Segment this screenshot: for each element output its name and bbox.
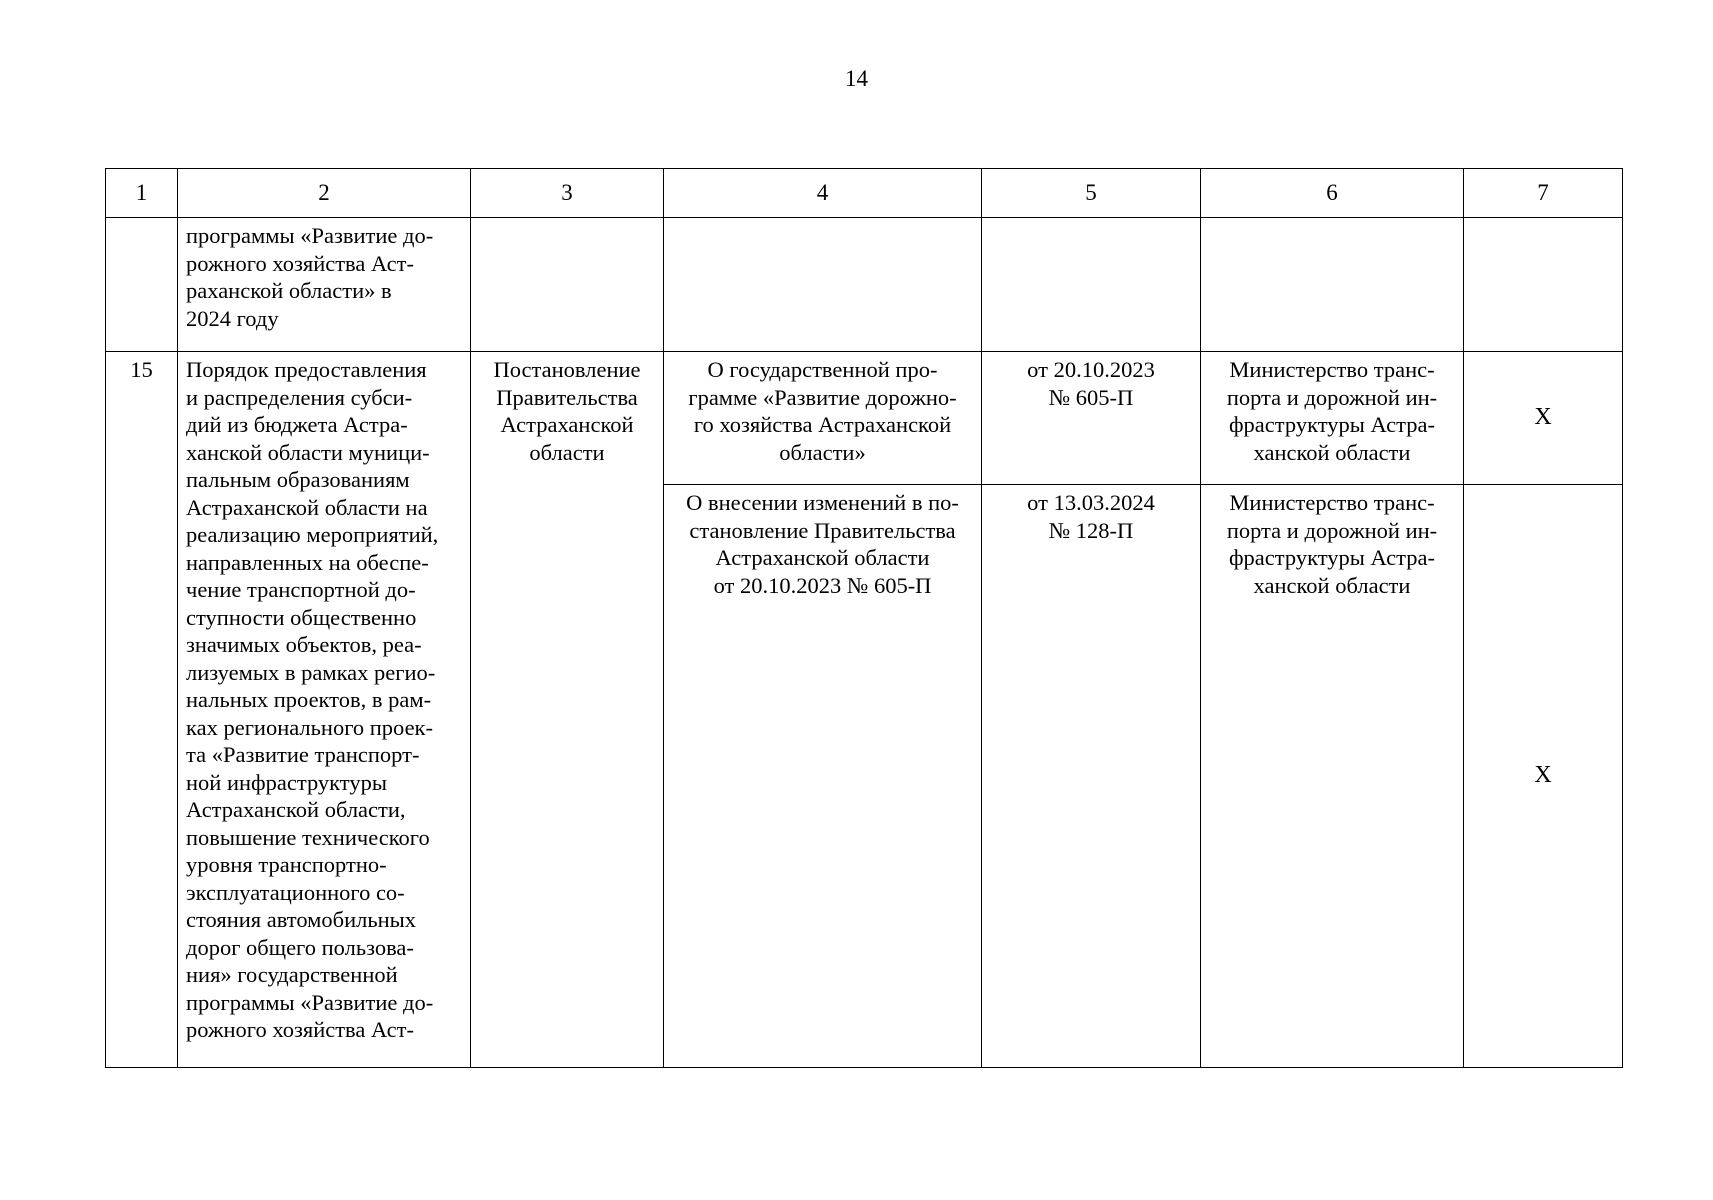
continuation-description: программы «Развитие до- рожного хозяйства Аст- раханской области» в 2024 году bbox=[186, 223, 434, 331]
continuation-cell-4 bbox=[664, 218, 982, 352]
act-1-mark-cell bbox=[1464, 352, 1623, 485]
header-col-3: 3 bbox=[471, 169, 664, 218]
header-col-2: 2 bbox=[178, 169, 471, 218]
act-1-title-cell bbox=[664, 352, 982, 485]
act-2-authority: Министерство транс- порта и дорожной ин- фраструктуры Астра- ханской области bbox=[1226, 490, 1438, 598]
act-2-date-cell bbox=[982, 485, 1201, 1068]
act-2-authority-cell bbox=[1201, 485, 1464, 1068]
act-2-title-cell bbox=[664, 485, 982, 1068]
row-description: Порядок предоставления и распределения субси- дий из бюджета Астра- ханской области муници- пальным образованиям Астраханской области на реализацию мероприятий, направленных на обеспе- чение транспортной до- ступности общественно значимых объектов, реа- лизуемых в рамках регио- нальных проектов, в рам- ках регионального проек- та «Развитие транспорт- ной инфраструктуры Астраханской области, повышение технического уровня транспортно- эксплуатационного со- стояния автомобильных дорог общего пользова- ния» государственной программы «Развитие до- рожного хозяйства Аст- bbox=[186, 357, 439, 1042]
act-1-authority-cell bbox=[1201, 352, 1464, 485]
header-col-6: 6 bbox=[1201, 169, 1464, 218]
acts-table bbox=[105, 168, 1623, 1068]
continuation-description-cell bbox=[178, 218, 471, 352]
continuation-row bbox=[106, 218, 1623, 352]
header-row bbox=[106, 169, 1623, 218]
act-2-date-number: от 13.03.2024 № 128-П bbox=[1027, 490, 1155, 543]
continuation-cell-3 bbox=[471, 218, 664, 352]
act-1-date-cell bbox=[982, 352, 1201, 485]
page-number: 14 bbox=[845, 66, 868, 91]
act-2-mark: X bbox=[1534, 762, 1552, 789]
header-col-4: 4 bbox=[664, 169, 982, 218]
continuation-cell-5 bbox=[982, 218, 1201, 352]
act-1-authority: Министерство транс- порта и дорожной ин- фраструктуры Астра- ханской области bbox=[1226, 357, 1438, 465]
row-number-cell bbox=[106, 352, 178, 1068]
row-15-act-1 bbox=[106, 352, 1623, 485]
act-2-title: О внесении изменений в по- становление Правительства Астраханской области от 20.10.2023 № 605-П bbox=[686, 490, 959, 598]
header-col-1: 1 bbox=[106, 169, 178, 218]
doc-type-cell bbox=[471, 352, 664, 1068]
act-1-mark: X bbox=[1534, 404, 1552, 431]
continuation-num-cell bbox=[106, 218, 178, 352]
row-number: 15 bbox=[130, 357, 153, 382]
doc-type: Постановление Правительства Астраханской области bbox=[493, 357, 641, 465]
act-1-title: О государственной про- грамме «Развитие дорожно- го хозяйства Астраханской области» bbox=[688, 357, 957, 465]
act-1-date-number: от 20.10.2023 № 605-П bbox=[1027, 357, 1155, 410]
description-cell bbox=[178, 352, 471, 1068]
header-col-5: 5 bbox=[982, 169, 1201, 218]
header-col-7: 7 bbox=[1464, 169, 1623, 218]
act-2-mark-cell bbox=[1464, 485, 1623, 1068]
continuation-cell-7 bbox=[1464, 218, 1623, 352]
continuation-cell-6 bbox=[1201, 218, 1464, 352]
